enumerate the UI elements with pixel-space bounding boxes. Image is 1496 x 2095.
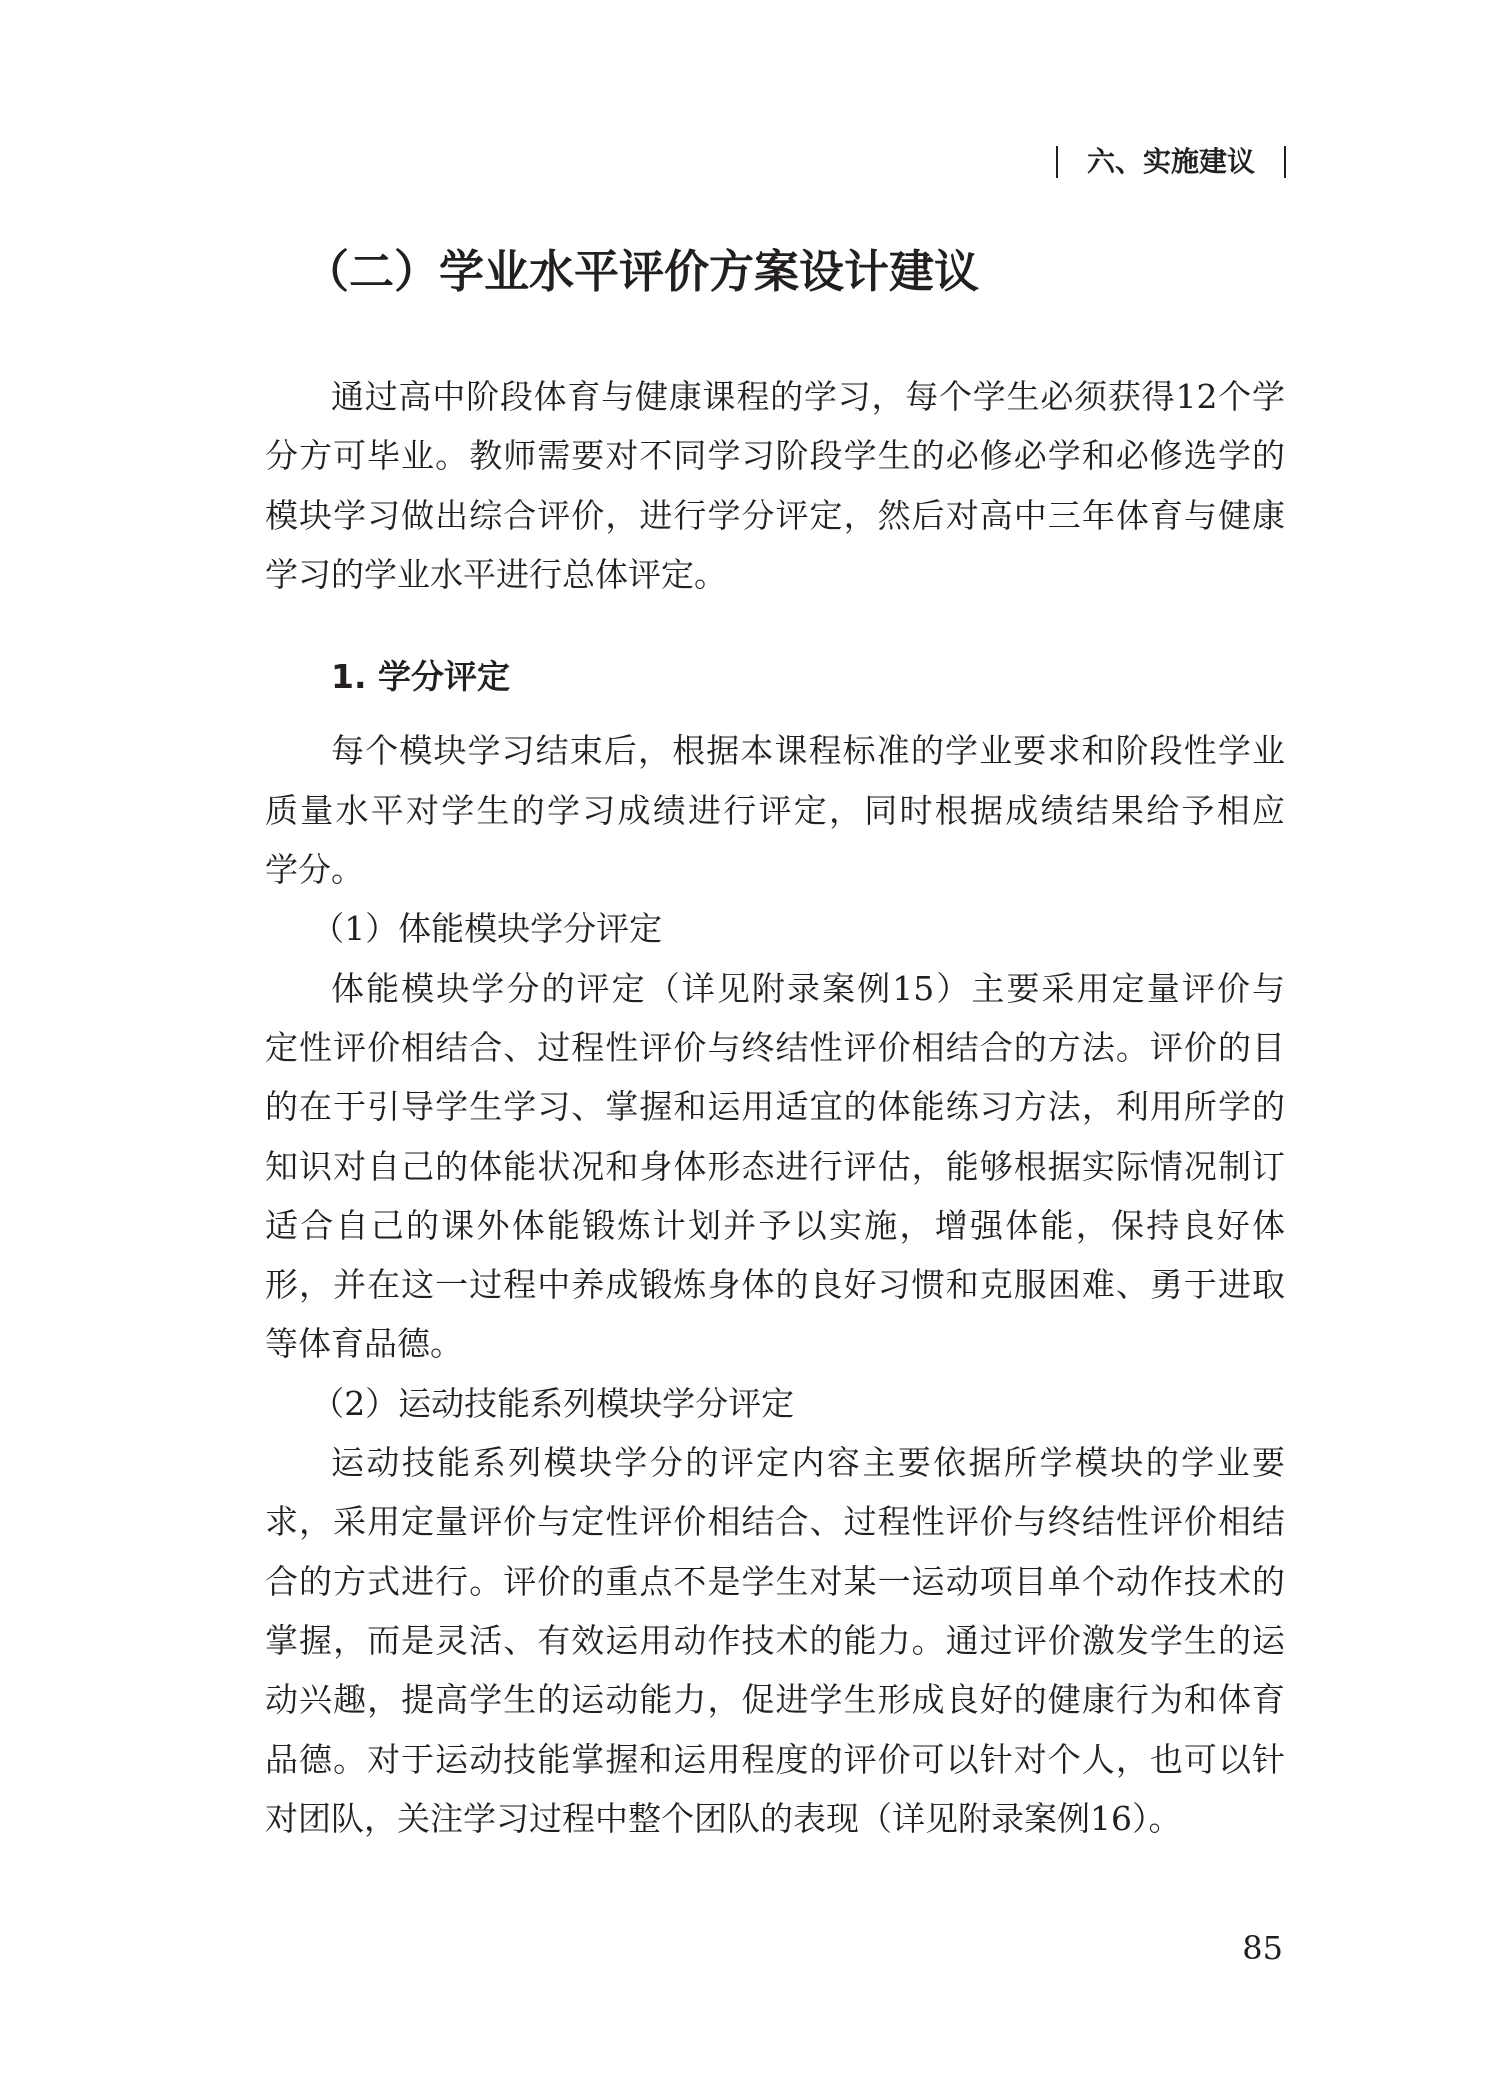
paragraph-line: 的在于引导学生学习、掌握和运用适宜的体能练习方法，利用所学的: [265, 1087, 1285, 1127]
header-divider-left: [1056, 146, 1058, 178]
header-divider-right: [1284, 146, 1286, 178]
paragraph-motor-skills-module: [265, 1433, 1285, 1848]
paragraph-line: 动兴趣，提高学生的运动能力，促进学生形成良好的健康行为和体育: [265, 1680, 1285, 1720]
paragraph-fitness-module: [265, 959, 1285, 1374]
paragraph-credit-evaluation: [265, 721, 1285, 899]
paragraph-line: 定性评价相结合、过程性评价与终结性评价相结合的方法。评价的目: [265, 1027, 1285, 1067]
paragraph-line: 体能模块学分的评定（详见附录案例15）主要采用定量评价与: [331, 968, 1285, 1008]
running-header-title: 六、实施建议: [1086, 145, 1255, 178]
subheading-motor-skills-module: （2）运动技能系列模块学分评定: [311, 1383, 795, 1423]
paragraph-line: 形，并在这一过程中养成锻炼身体的良好习惯和克服困难、勇于进取: [265, 1265, 1285, 1305]
paragraph-line: 等体育品德。: [265, 1324, 463, 1364]
running-header: [1056, 145, 1286, 179]
page-title: （二）学业水平评价方案设计建议: [304, 245, 980, 298]
paragraph-intro: [265, 367, 1285, 604]
paragraph-line: 求，采用定量评价与定性评价相结合、过程性评价与终结性评价相结: [265, 1502, 1285, 1542]
subheading-fitness-module: （1）体能模块学分评定: [311, 909, 663, 949]
paragraph-line: 模块学习做出综合评价，进行学分评定，然后对高中三年体育与健康: [265, 495, 1285, 535]
paragraph-line: 学习的学业水平进行总体评定。: [265, 554, 727, 594]
body-text: [265, 367, 1285, 1848]
paragraph-line: 质量水平对学生的学习成绩进行评定，同时根据成绩结果给予相应: [265, 790, 1285, 830]
paragraph-line: 适合自己的课外体能锻炼计划并予以实施，增强体能，保持良好体: [265, 1205, 1285, 1245]
paragraph-line: 每个模块学习结束后，根据本课程标准的学业要求和阶段性学业: [331, 731, 1285, 771]
paragraph-line: 学分。: [265, 850, 364, 890]
section-heading-credit-evaluation: 1. 学分评定: [331, 657, 510, 697]
paragraph-line: 分方可毕业。教师需要对不同学习阶段学生的必修必学和必修选学的: [265, 436, 1285, 476]
paragraph-line: 通过高中阶段体育与健康课程的学习，每个学生必须获得12个学: [331, 377, 1285, 416]
paragraph-line: 合的方式进行。评价的重点不是学生对某一运动项目单个动作技术的: [265, 1561, 1285, 1601]
paragraph-line: 对团队，关注学习过程中整个团队的表现（详见附录案例16）。: [265, 1798, 1182, 1838]
paragraph-line: 运动技能系列模块学分的评定内容主要依据所学模块的学业要: [331, 1443, 1285, 1483]
paragraph-line: 知识对自己的体能状况和身体形态进行评估，能够根据实际情况制订: [265, 1146, 1285, 1186]
page-number: 85: [1242, 1929, 1283, 1967]
paragraph-line: 品德。对于运动技能掌握和运用程度的评价可以针对个人，也可以针: [265, 1739, 1285, 1779]
paragraph-line: 掌握，而是灵活、有效运用动作技术的能力。通过评价激发学生的运: [265, 1620, 1285, 1660]
